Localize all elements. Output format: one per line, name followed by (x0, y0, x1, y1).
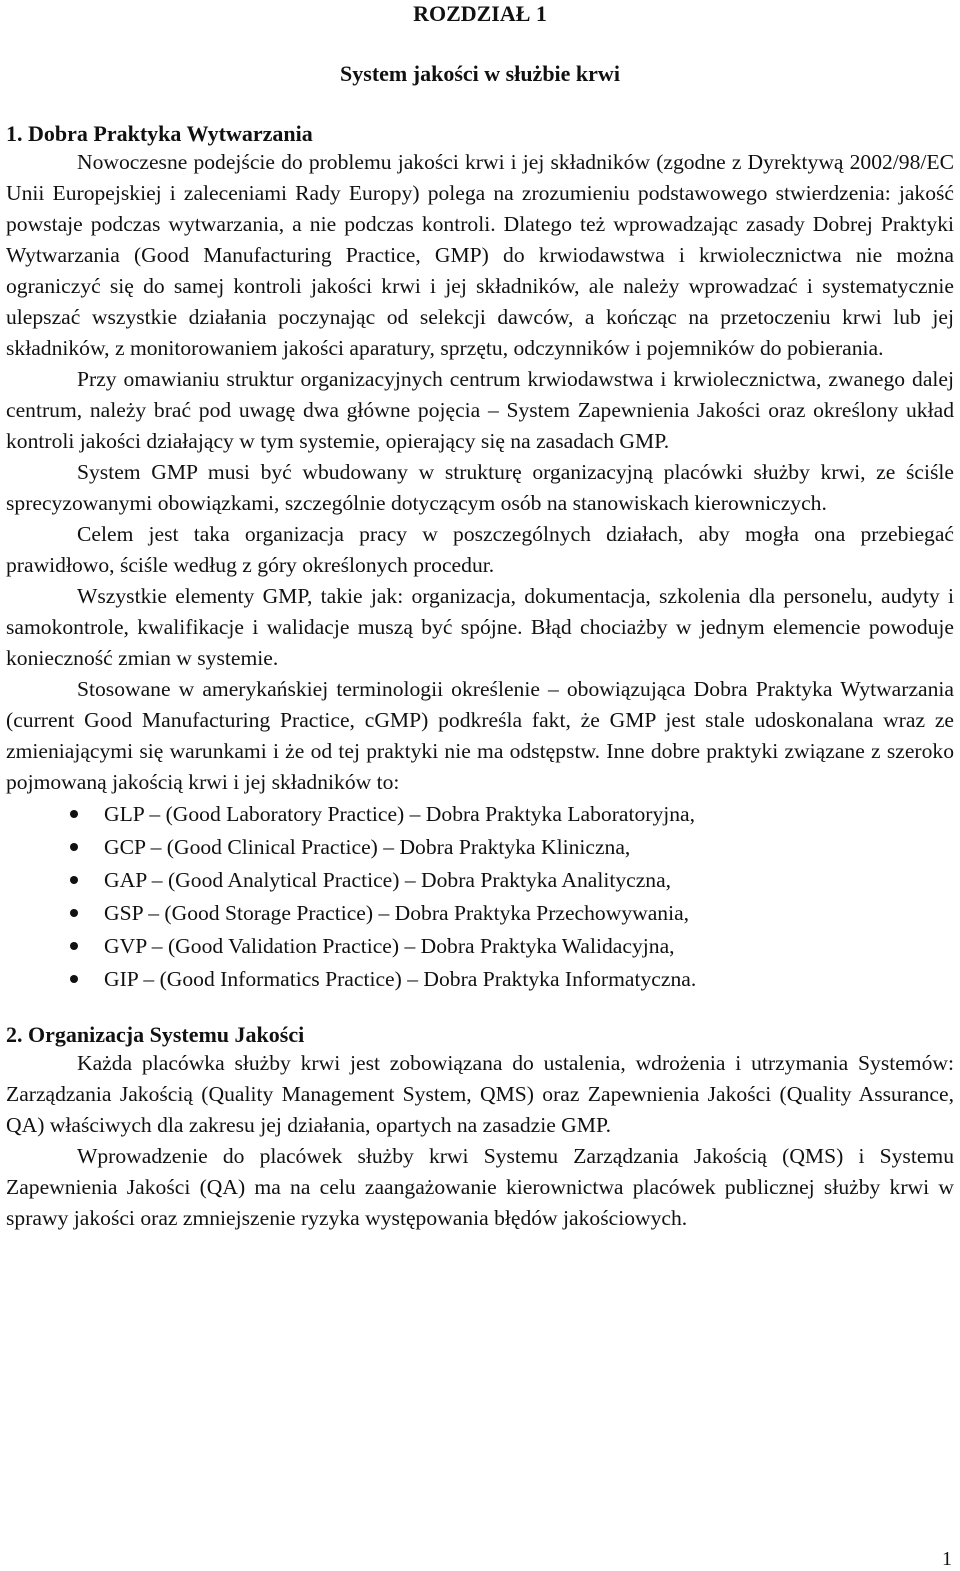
list-item-text: GSP – (Good Storage Practice) – Dobra Praktyka Przechowywania, (104, 901, 690, 925)
list-item-text: GLP – (Good Laboratory Practice) – Dobra Praktyka Laboratoryjna, (104, 802, 696, 826)
bullet-icon (70, 909, 78, 917)
document-page (6, 0, 954, 1234)
list-item-text: GIP – (Good Informatics Practice) – Dobra Praktyka Informatyczna. (104, 967, 697, 991)
bullet-icon (70, 876, 78, 884)
section-1-heading: 1. Dobra Praktyka Wytwarzania (6, 121, 313, 146)
list-item (6, 930, 954, 963)
section-1 (6, 120, 954, 996)
list-item (6, 798, 954, 831)
paragraph: Stosowane w amerykańskiej terminologii określenie – obowiązująca Dobra Praktyka Wytwarzania (current Good Manufacturing Practice, cGMP) podkreśla fakt, że GMP jest stale udoskonalana wraz ze zmieniającymi się warunkami i że od tej praktyki nie ma odstępstw. Inne dobre praktyki związane z szeroko pojmowaną jakością krwi i jej składników to: (6, 677, 954, 794)
chapter-subtitle: System jakości w służbie krwi (340, 61, 620, 86)
bullet-icon (70, 843, 78, 851)
practices-list (6, 798, 954, 996)
page-number: 1 (942, 1548, 952, 1570)
bullet-icon (70, 810, 78, 818)
paragraph: Nowoczesne podejście do problemu jakości krwi i jej składników (zgodne z Dyrektywą 2002/98/EC Unii Europejskiej i zaleceniami Rady Europy) polega na zrozumieniu podstawowego stwierdzenia: jakość powstaje podczas wytwarzania, a nie podczas kontroli. Dlatego też wprowadzając zasady Dobrej Praktyki Wytwarzania (Good Manufacturing Practice, GMP) do krwiodawstwa i krwiolecznictwa nie można ograniczyć się do samej kontroli jakości krwi i jej składników, ale należy wprowadzać i systematycznie ulepszać wszystkie działania poczynając od selekcji dawców, a kończąc na przetoczeniu krwi lub jej składników, z monitorowaniem jakości aparatury, sprzętu, odczynników i pojemników do pobierania. (6, 150, 954, 360)
list-item-text: GCP – (Good Clinical Practice) – Dobra Praktyka Kliniczna, (104, 835, 631, 859)
list-item-text: GAP – (Good Analytical Practice) – Dobra Praktyka Analityczna, (104, 868, 672, 892)
list-item (6, 963, 954, 996)
paragraph: Wszystkie elementy GMP, takie jak: organizacja, dokumentacja, szkolenia dla personelu, audyty i samokontrole, kwalifikacje i walidacje muszą być spójne. Błąd chociażby w jednym elemencie powoduje konieczność zmian w systemie. (6, 584, 954, 670)
bullet-icon (70, 942, 78, 950)
list-item (6, 864, 954, 897)
list-item (6, 831, 954, 864)
bullet-icon (70, 975, 78, 983)
section-2-heading: 2. Organizacja Systemu Jakości (6, 1022, 305, 1047)
paragraph: Każda placówka służby krwi jest zobowiązana do ustalenia, wdrożenia i utrzymania Systemów: Zarządzania Jakością (Quality Management System, QMS) oraz Zapewnienia Jakości (Quality Assurance, QA) właściwych dla zakresu jej działania, opartych na zasadzie GMP. (6, 1051, 954, 1137)
section-2 (6, 1021, 954, 1234)
list-item-text: GVP – (Good Validation Practice) – Dobra Praktyka Walidacyjna, (104, 934, 675, 958)
paragraph: Celem jest taka organizacja pracy w poszczególnych działach, aby mogła ona przebiegać prawidłowo, ściśle według z góry określonych procedur. (6, 522, 954, 577)
paragraph: System GMP musi być wbudowany w strukturę organizacyjną placówki służby krwi, ze ściśle sprecyzowanymi obowiązkami, szczególnie dotyczącym osób na stanowiskach kierowniczych. (6, 460, 954, 515)
paragraph: Wprowadzenie do placówek służby krwi Systemu Zarządzania Jakością (QMS) i Systemu Zapewnienia Jakości (QA) ma na celu zaangażowanie kierownictwa placówek publicznej służby krwi w sprawy jakości oraz zmniejszenie ryzyka występowania błędów jakościowych. (6, 1144, 954, 1230)
paragraph: Przy omawianiu struktur organizacyjnych centrum krwiodawstwa i krwiolecznictwa, zwanego dalej centrum, należy brać pod uwagę dwa główne pojęcia – System Zapewnienia Jakości oraz określony układ kontroli jakości działający w tym systemie, opierający się na zasadach GMP. (6, 367, 954, 453)
chapter-title: ROZDZIAŁ 1 (413, 1, 547, 26)
list-item (6, 897, 954, 930)
